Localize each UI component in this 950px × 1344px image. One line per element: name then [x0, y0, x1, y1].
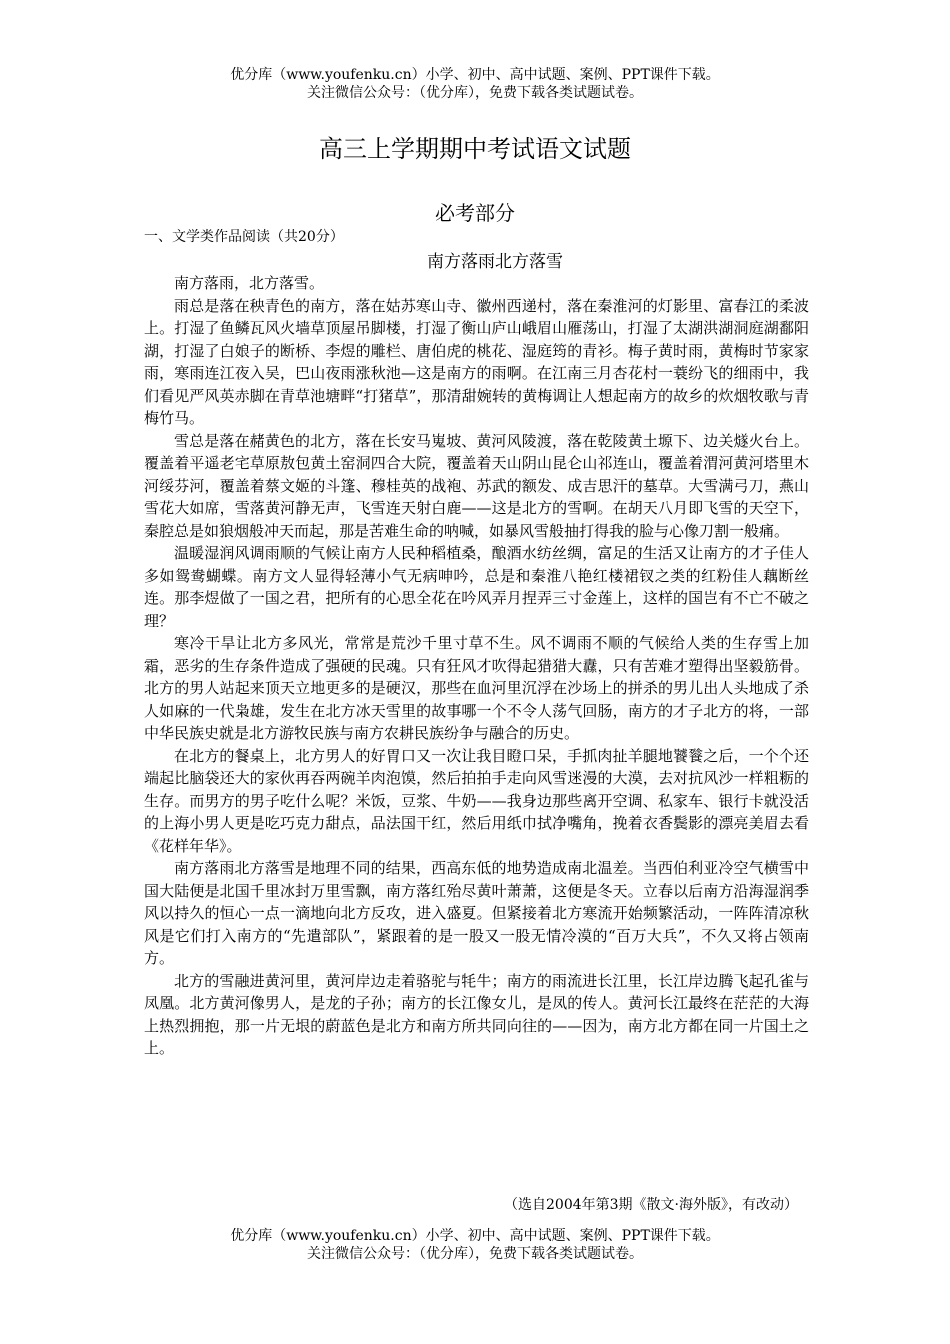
footer-line-1: 优分库（www.youfenku.cn）小学、初中、高中试题、案例、PPT课件下载。: [230, 1228, 720, 1244]
page-title: 高三上学期期中考试语文试题: [319, 135, 631, 163]
page-header-banner: [0, 66, 950, 102]
article-paragraph: 温暖湿润风调雨顺的气候让南方人民种稻植桑，酿酒水纺丝绸，富足的生活又让南方的才子佳人多如鸳鸯蝴蝶。南方文人显得轻薄小气无病呻吟，总是和秦淮八艳红楼裙钗之类的红粉佳人藕断丝连。那李煜做了一国之君，把所有的心思全花在吟风弄月捏弄三寸金莲上，这样的国岂有不亡不破之理？: [144, 544, 809, 630]
article-paragraph: 雨总是落在秧青色的南方，落在姑苏寒山寺、徽州西递村，落在秦淮河的灯影里、富春江的柔波上。打湿了鱼鳞瓦风火墙草顶屋吊脚楼，打湿了衡山庐山峨眉山雁荡山，打湿了太湖洪湖洞庭湖鄱阳湖，打湿了白娘子的断桥、李煜的雕栏、唐伯虎的桃花、湿庭筠的青衫。梅子黄时雨，黄梅时节家家雨，寒雨连江夜入吴，巴山夜雨涨秋池—这是南方的雨啊。在江南三月杏花村一蓑纷飞的细雨中，我们看见严风英赤脚在青草池塘畔“打猪草”，那清甜婉转的黄梅调让人想起南方的故乡的炊烟牧歌与青梅竹马。: [144, 296, 809, 427]
article-paragraph: 南方落雨，北方落雪。: [174, 274, 325, 292]
footer-line-2: 关注微信公众号：（优分库），免费下载各类试题试卷。: [307, 1246, 643, 1262]
section-title: 必考部分: [435, 201, 515, 225]
article-paragraph: 寒冷干旱让北方多风光，常常是荒沙千里寸草不生。风不调雨不顺的气候给人类的生存雪上加霜，恶劣的生存条件造成了强硬的民魂。只有狂风才吹得起猎猎大纛，只有苦难才塑得出坚毅筋骨。北方的男人站起来顶天立地更多的是硬汉，那些在血河里沉浮在沙场上的拼杀的男儿出人头地成了杀人如麻的一代枭雄，发生在北方冰天雪里的故事哪一个不令人荡气回肠，南方的才子北方的将，一部中华民族史就是北方游牧民族与南方农耕民族纷争与融合的历史。: [144, 634, 809, 742]
article-body: [144, 272, 809, 1060]
article-paragraph: 南方落雨北方落雪是地理不同的结果，西高东低的地势造成南北温差。当西伯利亚冷空气横雪中国大陆便是北国千里冰封万里雪飘，南方落红殆尽黄叶萧萧，这便是冬天。立春以后南方沿海湿润季风以持久的恒心一点一滴地向北方反攻，进入盛夏。但紧接着北方寒流开始频繁活动，一阵阵清凉秋风是它们打入南方的“先遣部队”，紧跟着的是一股又一股无情冷漠的“百万大兵”，不久又将占领南方。: [144, 859, 809, 967]
article-paragraph: 北方的雪融进黄河里，黄河岸边走着骆驼与牦牛；南方的雨流进长江里，长江岸边腾飞起孔雀与凤凰。北方黄河像男人，是龙的子孙；南方的长江像女儿，是凤的传人。黄河长江最终在茫茫的大海上热烈拥抱，那一片无垠的蔚蓝色是北方和南方所共同向往的——因为，南方北方都在同一片国土之上。: [144, 971, 809, 1057]
article-paragraph: 雪总是落在赭黄色的北方，落在长安马嵬坡、黄河风陵渡，落在乾陵黄土塬下、边关燧火台上。覆盖着平遥老宅草原敖包黄土窑洞四合大院，覆盖着天山阴山昆仑山祁连山，覆盖着渭河黄河塔里木河绥芬河，覆盖着蔡文姬的斗篷、穆桂英的战袍、苏武的额发、成吉思汗的墓草。大雪满弓刀，燕山雪花大如席，雪落黄河静无声，飞雪连天射白鹿——这是北方的雪啊。在胡天八月即飞雪的天空下，秦腔总是如狼烟般冲天而起，那是苦难生命的呐喊，如暴风雪般抽打得我的脸与心像刀割一般痛。: [144, 431, 809, 540]
article-paragraph: 在北方的餐桌上，北方男人的好胃口又一次让我目瞪口呆，手抓肉扯羊腿地饕餮之后，一个个还端起比脑袋还大的家伙再吞两碗羊肉泡馍，然后拍拍手走向风雪迷漫的大漠，去对抗风沙一样粗粝的生存。而男方的男子吃什么呢？米饭，豆浆、牛奶——我身边那些离开空调、私家车、银行卡就没活的上海小男人更是吃巧克力甜点，品法国干红，然后用纸巾拭净嘴角，挽着衣香鬓影的漂亮美眉去看《花样年华》。: [144, 746, 809, 855]
page-footer-banner: [0, 1227, 950, 1263]
header-line-2: 关注微信公众号：（优分库），免费下载各类试题试卷。: [307, 85, 643, 101]
article-source: （选自2004年第3期《散文·海外版》，有改动）: [504, 1197, 798, 1213]
part-heading: 一、文学类作品阅读（共20分）: [144, 229, 344, 245]
article-title: 南方落雨北方落雪: [427, 252, 563, 272]
header-line-1: 优分库（www.youfenku.cn）小学、初中、高中试题、案例、PPT课件下载。: [230, 67, 720, 83]
